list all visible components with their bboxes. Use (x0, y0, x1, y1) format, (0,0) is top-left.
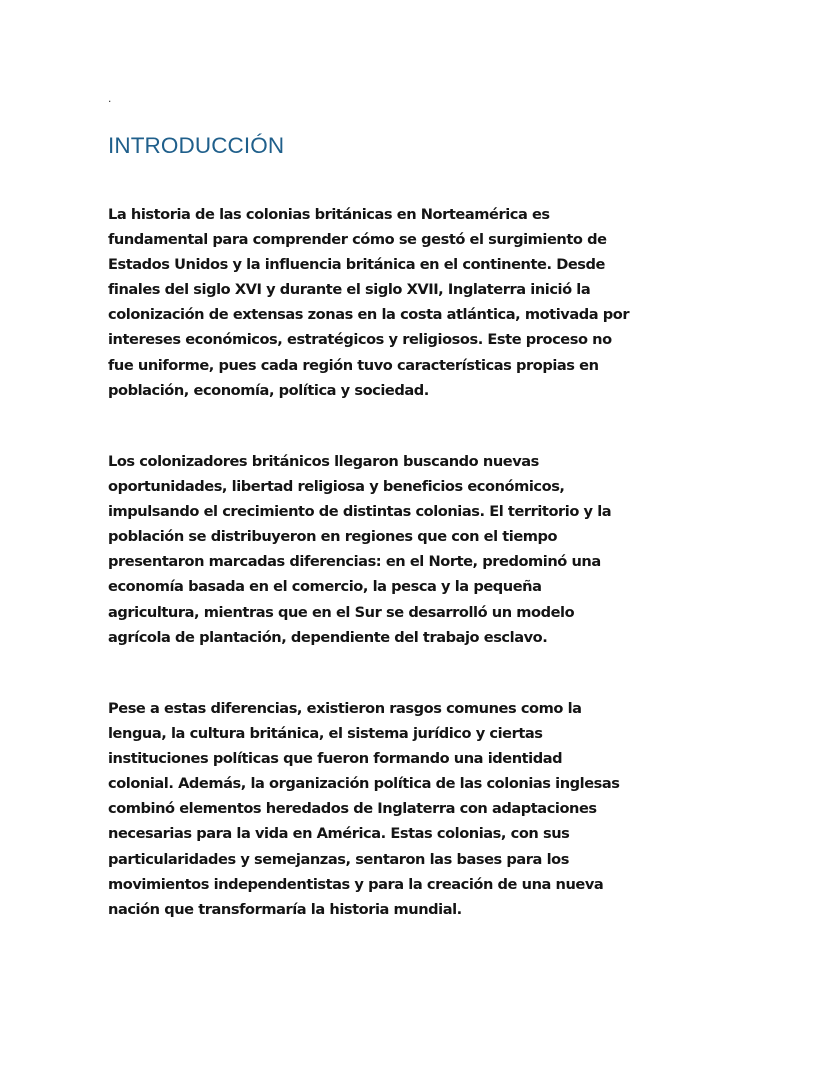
paragraph-line: agricultura, mientras que en el Sur se desarrolló un modelo (108, 603, 575, 621)
paragraph-line: nación que transformaría la historia mundial. (108, 900, 462, 918)
paragraph-line: La historia de las colonias británicas en Norteamérica es (108, 206, 550, 223)
paragraph-line: Los colonizadores británicos llegaron buscando nuevas (108, 453, 539, 470)
paragraph-line: Pese a estas diferencias, existieron rasgos comunes como la (108, 700, 582, 717)
paragraph-line: intereses económicos, estratégicos y religiosos. Este proceso no (108, 331, 612, 349)
paragraph-line: instituciones políticas que fueron formando una identidad (108, 750, 563, 768)
paragraph-line: finales del siglo XVI y durante el siglo XVII, Inglaterra inició la (108, 281, 591, 299)
paragraph-line: fue uniforme, pues cada región tuvo características propias en (108, 356, 599, 374)
paragraph-line: oportunidades, libertad religiosa y beneficios económicos, (108, 478, 565, 496)
paragraph-3 (108, 696, 668, 922)
paragraph-line: presentaron marcadas diferencias: en el Norte, predominó una (108, 553, 601, 571)
paragraph-2 (108, 449, 668, 650)
paragraph-line: impulsando el crecimiento de distintas colonias. El territorio y la (108, 503, 612, 521)
page-marker: . (108, 91, 112, 105)
paragraph-line: agrícola de plantación, dependiente del trabajo esclavo. (108, 628, 548, 646)
paragraph-line: fundamental para comprender cómo se gestó el surgimiento de (108, 231, 607, 249)
paragraph-line: Estados Unidos y la influencia británica en el continente. Desde (108, 256, 605, 274)
page-title: INTRODUCCIÓN (108, 133, 285, 158)
paragraph-line: población se distribuyeron en regiones que con el tiempo (108, 528, 558, 546)
paragraph-line: particularidades y semejanzas, sentaron las bases para los (108, 850, 569, 868)
paragraph-line: economía basada en el comercio, la pesca y la pequeña (108, 578, 542, 596)
paragraph-line: colonización de extensas zonas en la costa atlántica, motivada por (108, 306, 630, 324)
paragraph-line: colonial. Además, la organización política de las colonias inglesas (108, 775, 620, 793)
paragraph-1 (108, 202, 668, 403)
paragraph-line: población, economía, política y sociedad. (108, 381, 429, 399)
paragraph-line: movimientos independentistas y para la creación de una nueva (108, 875, 604, 893)
paragraph-line: lengua, la cultura británica, el sistema jurídico y ciertas (108, 725, 543, 743)
paragraph-line: necesarias para la vida en América. Estas colonias, con sus (108, 825, 570, 843)
paragraph-line: combinó elementos heredados de Inglaterra con adaptaciones (108, 800, 597, 818)
